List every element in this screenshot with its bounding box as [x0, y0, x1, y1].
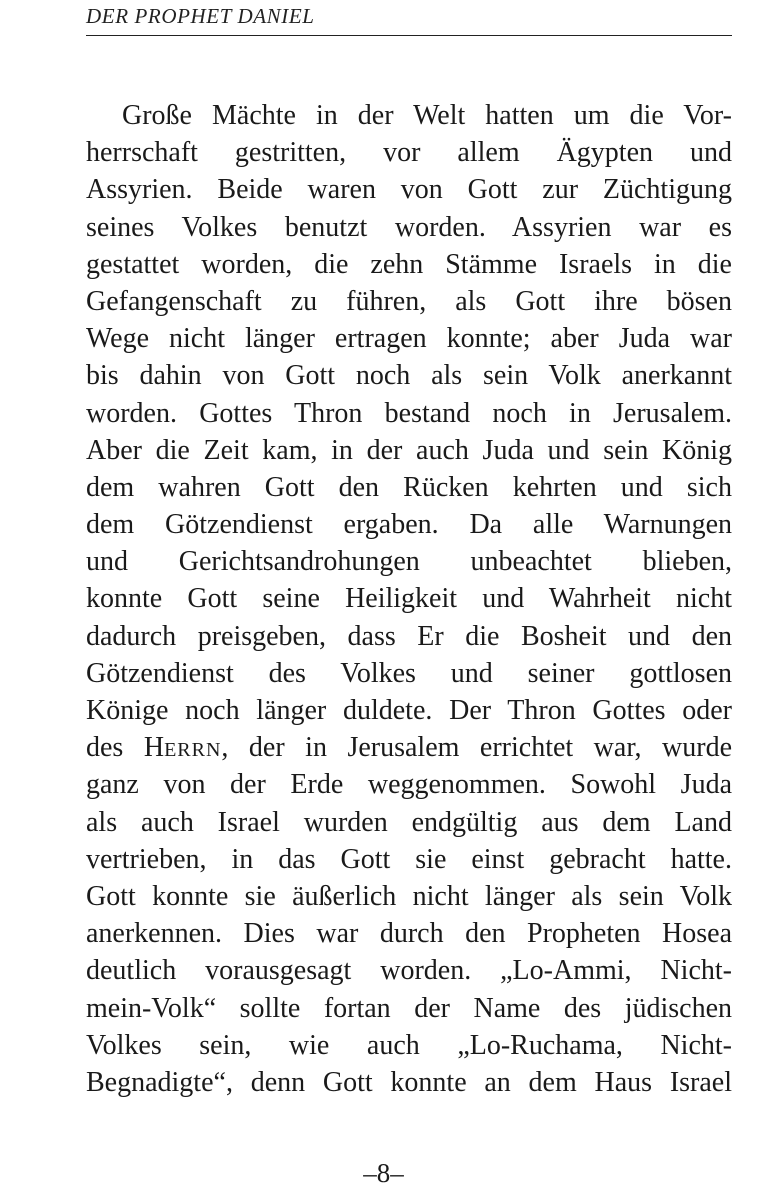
text-line: Aber die Zeit kam, in der auch Juda und sein König	[86, 434, 732, 466]
text-line: dem Götzendienst ergaben. Da alle Warnungen	[86, 509, 732, 541]
text-line: konnte Gott seine Heiligkeit und Wahrheit nicht	[86, 583, 732, 615]
text-line: gestattet worden, die zehn Stämme Israels in die	[86, 248, 732, 280]
text-line: des Herrn, der in Jerusalem errichtet war, wurde	[86, 732, 733, 764]
text-line: deutlich vorausgesagt worden. „Lo-Ammi, Nicht-	[86, 955, 732, 987]
text-line: ganz von der Erde weggenommen. Sowohl Juda	[86, 769, 732, 801]
text-line: dem wahren Gott den Rücken kehrten und sich	[86, 471, 732, 503]
text-line: bis dahin von Gott noch als sein Volk anerkannt	[86, 360, 732, 392]
text-line: Götzendienst des Volkes und seiner gottlosen	[86, 657, 732, 689]
running-head: DER PROPHET DANIEL	[86, 4, 315, 28]
text-line: seines Volkes benutzt worden. Assyrien war es	[86, 211, 732, 243]
text-line: anerkennen. Dies war durch den Propheten Hosea	[86, 918, 732, 950]
text-line: herrschaft gestritten, vor allem Ägypten und	[86, 137, 732, 169]
text-line: Begnadigte“, denn Gott konnte an dem Haus Israel	[86, 1066, 732, 1098]
body-paragraph	[86, 97, 732, 1101]
text-line: Gott konnte sie äußerlich nicht länger als sein Volk	[86, 880, 732, 912]
text-line: worden. Gottes Thron bestand noch in Jerusalem.	[86, 397, 732, 429]
page-number: –8–	[363, 1158, 404, 1188]
text-line: dadurch preisgeben, dass Er die Bosheit und den	[86, 620, 732, 652]
text-line: Wege nicht länger ertragen konnte; aber Juda war	[86, 323, 732, 355]
text-line: Große Mächte in der Welt hatten um die Vor-	[122, 100, 732, 131]
text-line: Gefangenschaft zu führen, als Gott ihre bösen	[86, 285, 732, 317]
text-line: Volkes sein, wie auch „Lo-Ruchama, Nicht-	[86, 1029, 732, 1061]
text-line: vertrieben, in das Gott sie einst gebracht hatte.	[86, 843, 732, 875]
header-rule	[86, 35, 732, 36]
text-line: als auch Israel wurden endgültig aus dem Land	[86, 806, 732, 838]
text-line: Assyrien. Beide waren von Gott zur Züchtigung	[86, 174, 732, 206]
text-line: Könige noch länger duldete. Der Thron Gottes oder	[86, 695, 732, 726]
text-line: mein-Volk“ sollte fortan der Name des jüdischen	[86, 992, 732, 1024]
text-line: und Gerichtsandrohungen unbeachtet blieben,	[86, 546, 732, 578]
